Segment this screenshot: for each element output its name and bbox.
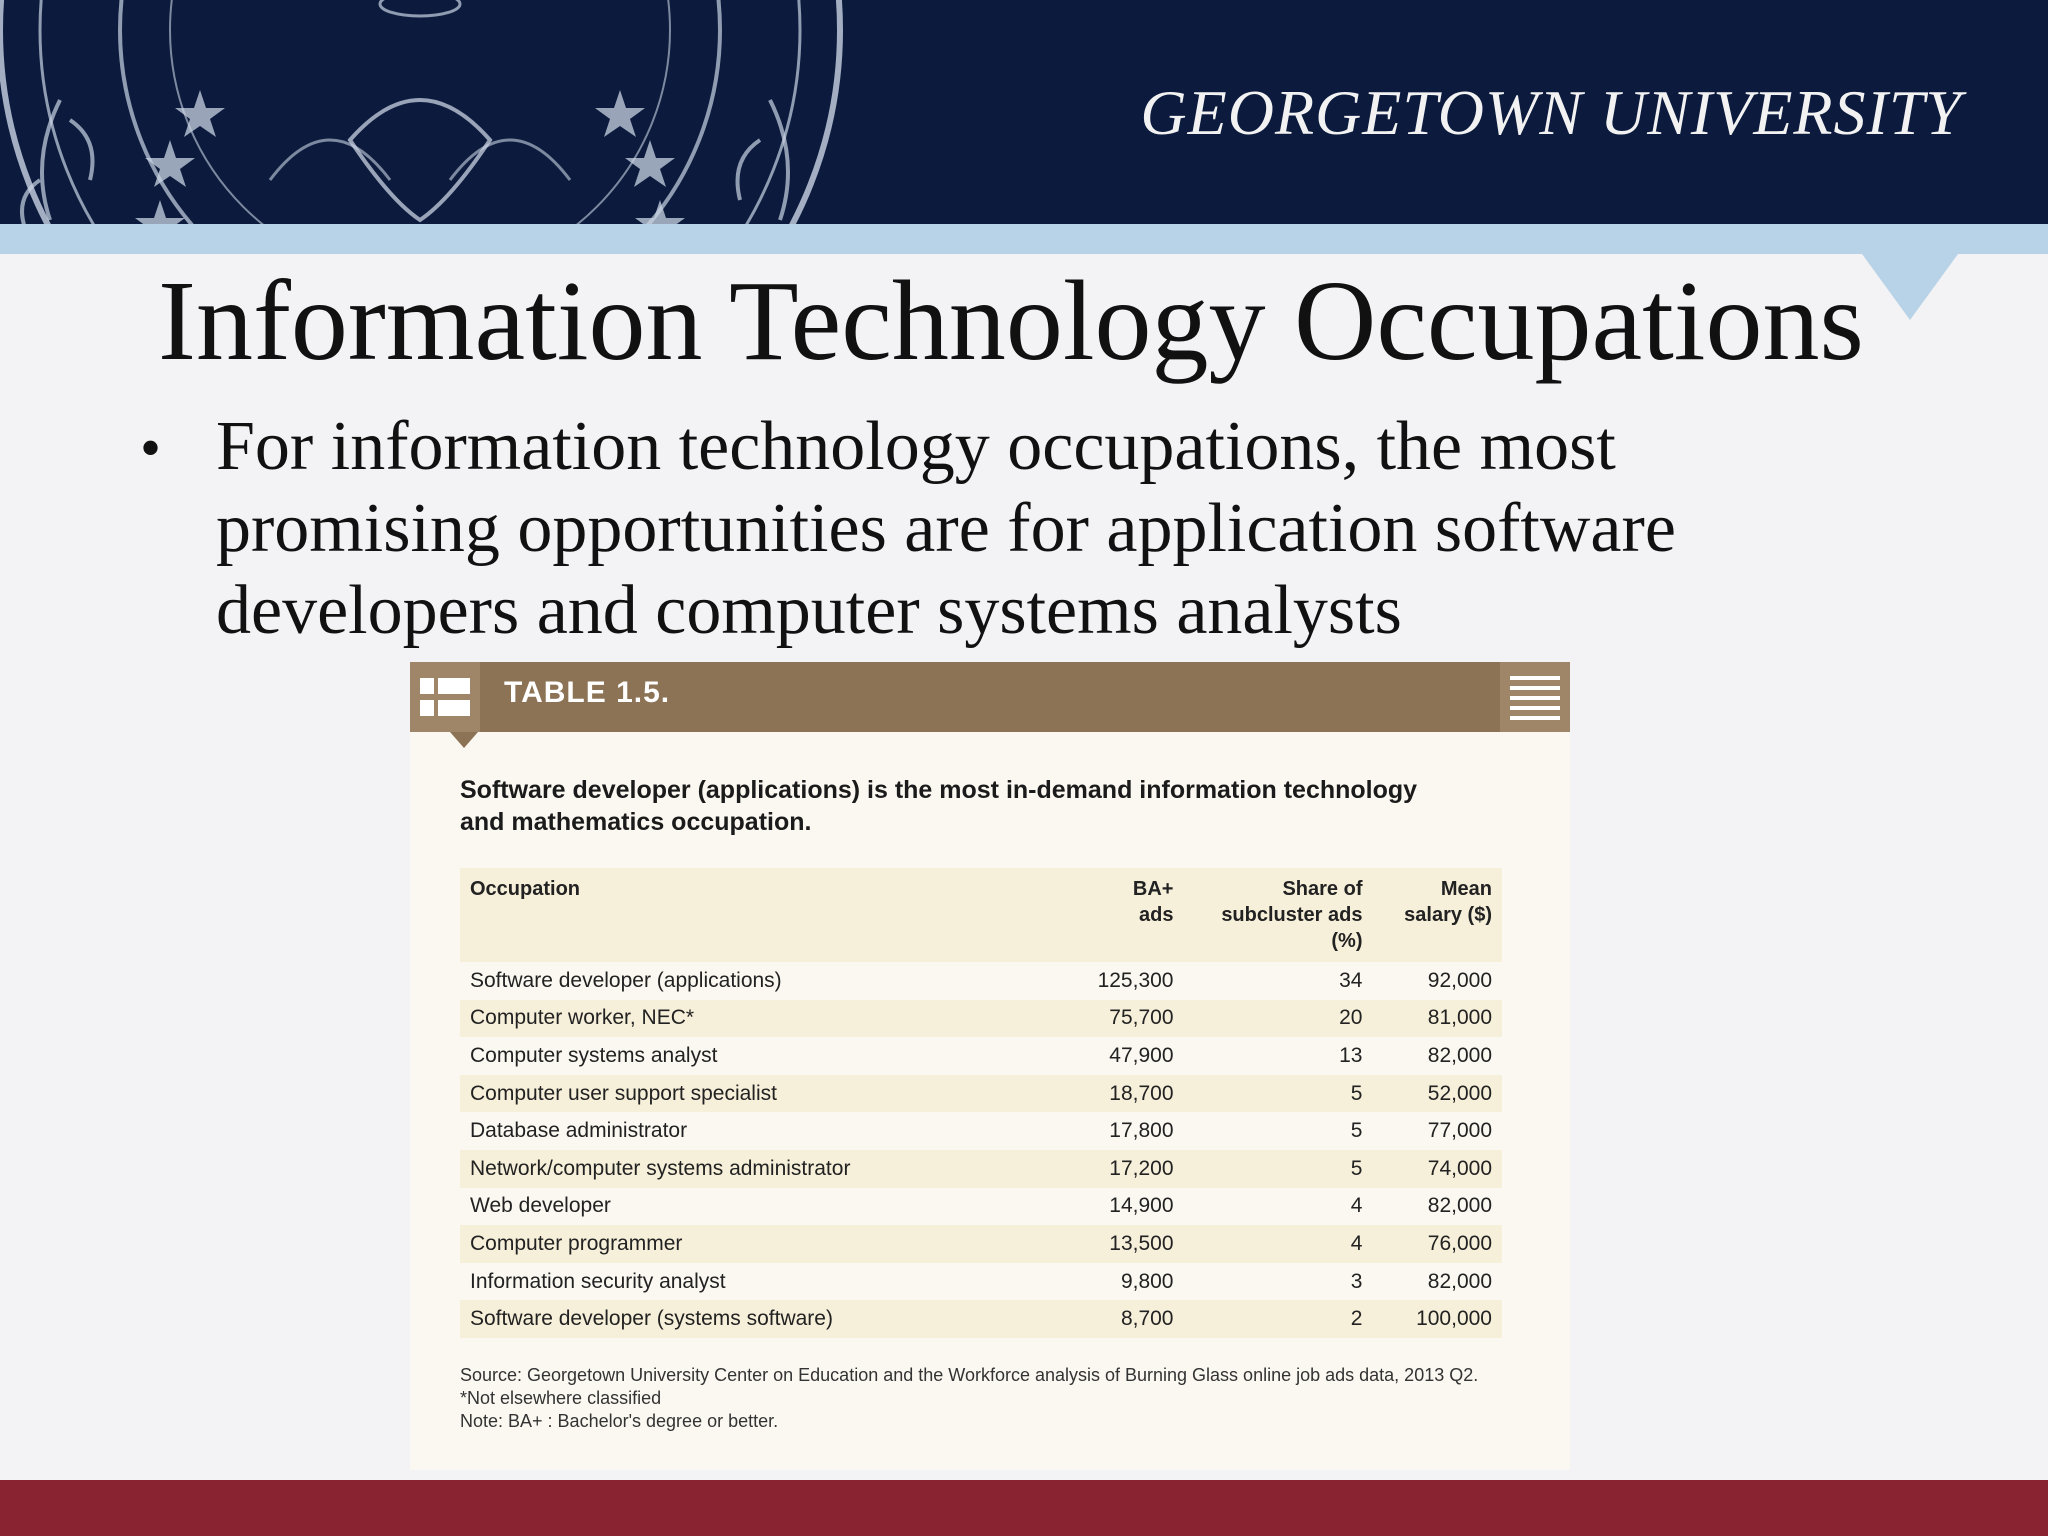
- cell-occupation: Computer worker, NEC*: [460, 1000, 1034, 1038]
- column-header-occupation: Occupation: [460, 868, 1034, 962]
- table-row: [460, 962, 1502, 1000]
- cell-share: 4: [1350, 1194, 1363, 1218]
- cell-ads: 125,300: [1097, 968, 1174, 992]
- cell-occupation: Web developer: [470, 1194, 611, 1218]
- header-band: [0, 224, 2048, 254]
- cell-ads: 17,200: [1034, 1150, 1183, 1188]
- header-banner: [0, 0, 2048, 224]
- grid-icon: [410, 662, 480, 732]
- degree-note: Note: BA+ : Bachelor's degree or better.: [460, 1411, 779, 1431]
- cell-share: 2: [1184, 1300, 1373, 1338]
- cell-occupation: Computer user support specialist: [460, 1075, 1034, 1113]
- cell-ads: 8,700: [1034, 1300, 1183, 1338]
- cell-occupation: Computer programmer: [460, 1225, 1034, 1263]
- cell-salary: 81,000: [1372, 1000, 1502, 1038]
- slide-title: Information Technology Occupations: [158, 257, 1864, 384]
- source-note: Source: Georgetown University Center on Education and the Workforce analysis of Burning Glass online job ads data, 2013 Q2.: [460, 1365, 1479, 1385]
- cell-share: 3: [1350, 1269, 1363, 1293]
- cell-salary: 82,000: [1427, 1194, 1492, 1218]
- cell-ads: 9,800: [1120, 1269, 1174, 1293]
- cell-share: 5: [1350, 1119, 1363, 1143]
- cell-share: 20: [1184, 1000, 1373, 1038]
- cell-occupation: Database administrator: [470, 1119, 688, 1143]
- cell-salary: 74,000: [1372, 1150, 1502, 1188]
- cell-salary: 77,000: [1427, 1119, 1492, 1143]
- cell-share: 5: [1184, 1150, 1373, 1188]
- column-header-share: Share of subcluster ads (%): [1184, 868, 1373, 962]
- cell-salary: 82,000: [1427, 1269, 1492, 1293]
- cell-salary: 92,000: [1427, 968, 1492, 992]
- cell-salary: 76,000: [1372, 1225, 1502, 1263]
- table-row: [460, 1150, 1502, 1188]
- header-pointer: [450, 732, 478, 748]
- cell-salary: 82,000: [1427, 1043, 1492, 1067]
- table-row: [460, 1300, 1502, 1338]
- cell-share: 5: [1184, 1075, 1373, 1113]
- cell-ads: 17,800: [1109, 1119, 1174, 1143]
- table-row: [460, 1000, 1502, 1038]
- header-notch: [1862, 254, 1958, 320]
- occupation-table: [460, 868, 1502, 1338]
- menu-icon[interactable]: [1500, 662, 1570, 732]
- table-row: [460, 1037, 1502, 1075]
- column-header-salary: Mean salary ($): [1372, 868, 1502, 962]
- table-row: [460, 1263, 1502, 1301]
- cell-ads: 14,900: [1109, 1194, 1174, 1218]
- bullet-text: For information technology occupations, the most promising opportunities are for application software developers and computer systems analysts: [216, 408, 1676, 649]
- table-row: [460, 1188, 1502, 1226]
- cell-salary: 100,000: [1372, 1300, 1502, 1338]
- footnote: *Not elsewhere classified: [460, 1388, 662, 1408]
- cell-share: 4: [1184, 1225, 1373, 1263]
- cell-occupation: Computer systems analyst: [470, 1043, 718, 1067]
- table-label: TABLE 1.5.: [504, 676, 671, 709]
- table-caption: Software developer (applications) is the most in-demand information technology and mathematics occupation.: [460, 776, 1418, 836]
- table-row: [460, 1225, 1502, 1263]
- cell-salary: 52,000: [1372, 1075, 1502, 1113]
- cell-occupation: Software developer (applications): [470, 968, 782, 992]
- table-card: [410, 662, 1570, 1470]
- cell-ads: 47,900: [1109, 1043, 1174, 1067]
- table-row: [460, 1075, 1502, 1113]
- cell-share: 34: [1339, 968, 1363, 992]
- cell-ads: 18,700: [1034, 1075, 1183, 1113]
- table-notes: [460, 1364, 1530, 1433]
- column-header-ads: BA+ ads: [1034, 868, 1183, 962]
- table-body: [460, 962, 1502, 1338]
- cell-share: 13: [1339, 1043, 1363, 1067]
- table-header-row: [460, 868, 1502, 962]
- cell-ads: 75,700: [1034, 1000, 1183, 1038]
- cell-occupation: Software developer (systems software): [460, 1300, 1034, 1338]
- bullet-marker: •: [140, 415, 162, 481]
- university-brand: GEORGETOWN UNIVERSITY: [1140, 77, 1962, 148]
- table-row: [460, 1112, 1502, 1150]
- footer-bar: [0, 1480, 2048, 1536]
- university-seal: [0, 0, 870, 224]
- cell-occupation: Information security analyst: [470, 1269, 726, 1293]
- cell-occupation: Network/computer systems administrator: [460, 1150, 1034, 1188]
- cell-ads: 13,500: [1034, 1225, 1183, 1263]
- table-header-bar: [410, 662, 1570, 732]
